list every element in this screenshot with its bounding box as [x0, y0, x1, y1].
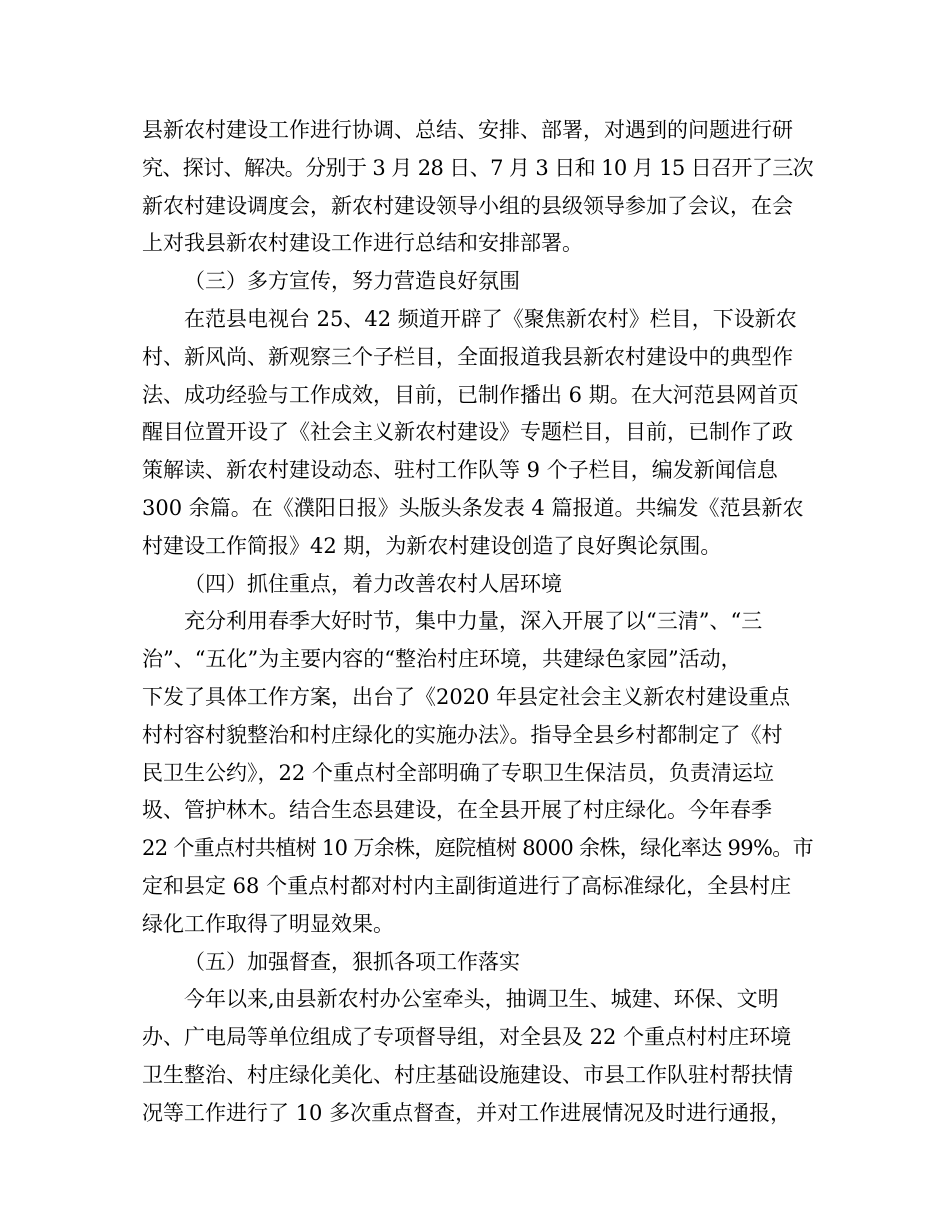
- document-body: [142, 112, 814, 1133]
- paragraph-line: 民卫生公约》，22 个重点村全部明确了专职卫生保洁员，负责清运垃: [142, 760, 774, 785]
- paragraph-line: 圾、管护林木。结合生态县建设，在全县开展了村庄绿化。今年春季: [142, 798, 772, 823]
- paragraph-line: 策解读、新农村建设动态、驻村工作队等 9 个子栏目，编发新闻信息: [142, 458, 778, 483]
- paragraph-line: 22 个重点村共植树 10 万余株，庭院植树 8000 余株，绿化率达 99%。市: [142, 836, 813, 861]
- paragraph-line: 究、探讨、解决。分别于 3 月 28 日、7 月 3 日和 10 月 15 日召开了三次: [142, 155, 814, 180]
- paragraph-line: 新农村建设调度会，新农村建设领导小组的县级领导参加了会议，在会: [142, 193, 793, 218]
- paragraph-line: 醒目位置开设了《社会主义新农村建设》专题栏目，目前，已制作了政: [142, 420, 793, 445]
- paragraph-line: 况等工作进行了 10 多次重点督查，并对工作进展情况及时进行通报，: [142, 1100, 792, 1125]
- paragraph-line: 300 余篇。在《濮阳日报》头版头条发表 4 篇报道。共编发《范县新农: [142, 495, 804, 520]
- paragraph-line: 充分利用春季大好时节，集中力量，深入开展了以“三清”、“三: [184, 609, 763, 634]
- paragraph-line: 村建设工作简报》42 期，为新农村建设创造了良好舆论氛围。: [142, 533, 722, 558]
- section-heading: （五）加强督查，狠抓各项工作落实: [184, 949, 520, 974]
- paragraph-line: 在范县电视台 25、42 频道开辟了《聚焦新农村》栏目，下设新农: [184, 306, 797, 331]
- paragraph-line: 定和县定 68 个重点村都对村内主副街道进行了高标准绿化，全县村庄: [142, 873, 792, 898]
- section-heading: （三）多方宣传，努力营造良好氛围: [184, 269, 520, 294]
- paragraph-line: 卫生整治、村庄绿化美化、村庄基础设施建设、市县工作队驻村帮扶情: [142, 1062, 793, 1087]
- section-heading: （四）抓住重点，着力改善农村人居环境: [184, 571, 562, 596]
- paragraph-line: 治”、“五化”为主要内容的“整治村庄环境，共建绿色家园”活动，: [142, 647, 742, 672]
- paragraph-line: 村、新风尚、新观察三个子栏目，全面报道我县新农村建设中的典型作: [142, 344, 793, 369]
- paragraph-line: 县新农村建设工作进行协调、总结、安排、部署，对遇到的问题进行研: [142, 118, 793, 142]
- paragraph-line: 上对我县新农村建设工作进行总结和安排部署。: [142, 231, 583, 256]
- paragraph-line: 今年以来,由县新农村办公室牵头，抽调卫生、城建、环保、文明: [184, 987, 779, 1012]
- paragraph-line: 村村容村貌整治和村庄绿化的实施办法》。指导全县乡村都制定了《村: [142, 722, 783, 747]
- paragraph-line: 下发了具体工作方案，出台了《2020 年县定社会主义新农村建设重点: [142, 684, 791, 709]
- paragraph-line: 绿化工作取得了明显效果。: [142, 911, 394, 936]
- paragraph-line: 法、成功经验与工作成效，目前，已制作播出 6 期。在大河范县网首页: [142, 382, 799, 407]
- paragraph-line: 办、广电局等单位组成了专项督导组，对全县及 22 个重点村村庄环境: [142, 1025, 792, 1050]
